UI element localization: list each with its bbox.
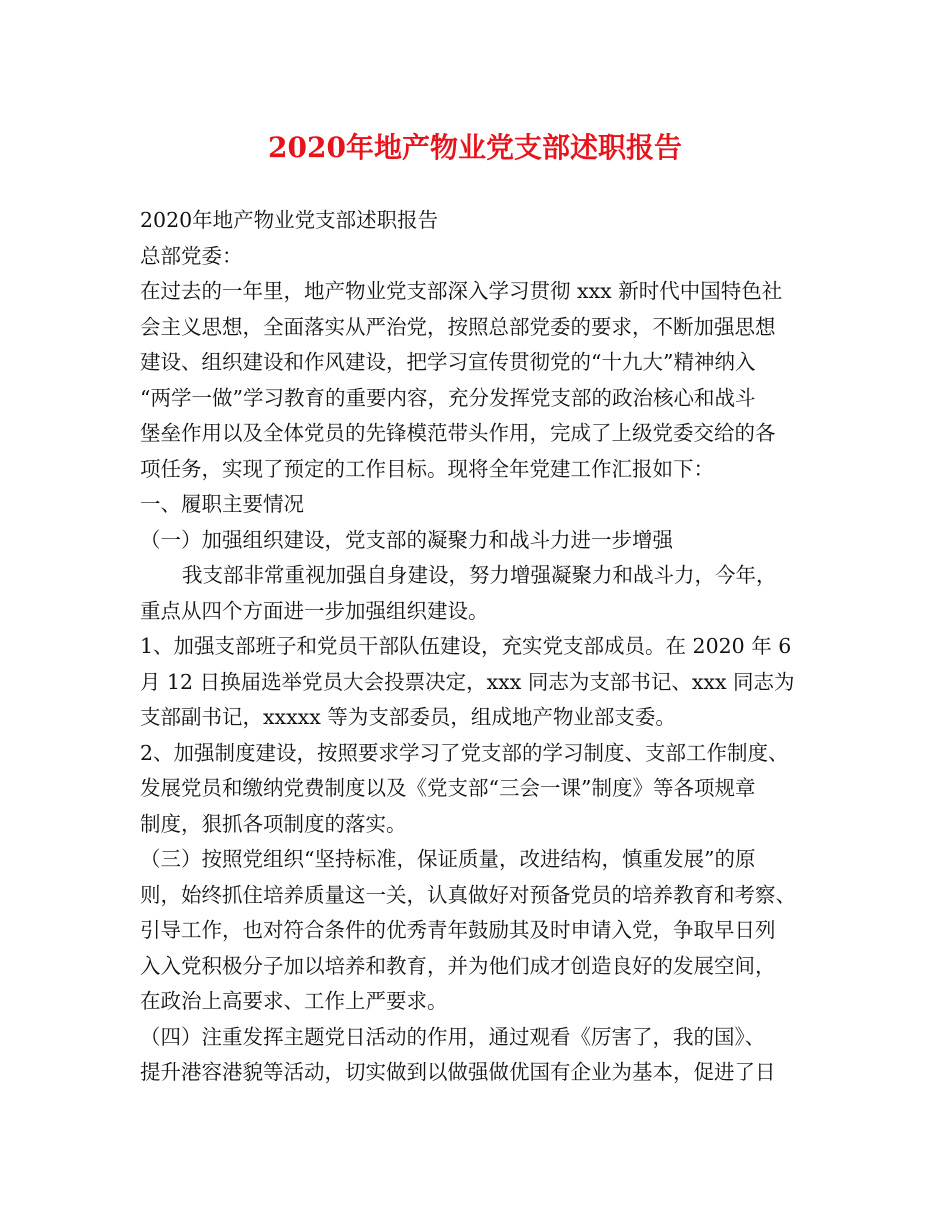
body-line: 在政治上高要求、工作上严要求。 [140, 989, 448, 1013]
body-line: 重点从四个方面进一步加强组织建设。 [140, 598, 489, 623]
subsection-heading: （四）注重发挥主题党日活动的作用，通过观看《厉害了，我的国》、 [140, 1024, 766, 1049]
body-line: 项任务，实现了预定的工作目标。现将全年党建工作汇报如下： [140, 456, 714, 481]
section-heading: 一、履职主要情况 [140, 492, 304, 516]
body-line: 1、加强支部班子和党员干部队伍建设，充实党支部成员。在 2020 年 6 [140, 634, 792, 658]
document-title: 2020年地产物业党支部述职报告 [268, 131, 682, 164]
subsection-heading: （一）加强组织建设，党支部的凝聚力和战斗力进一步增强 [140, 527, 673, 552]
body-line: 2020年地产物业党支部述职报告 [140, 208, 439, 232]
body-line: 总部党委： [140, 243, 243, 268]
document-body [140, 203, 830, 1091]
body-line: 引导工作，也对符合条件的优秀青年鼓励其及时申请入党，争取早日列 [140, 918, 776, 942]
body-line: 月 12 日换届选举党员大会投票决定，xxx 同志为支部书记、xxx 同志为 [140, 669, 795, 694]
body-line: 在过去的一年里，地产物业党支部深入学习贯彻 xxx 新时代中国特色社 [140, 279, 783, 303]
body-line: 制度，狠抓各项制度的落实。 [140, 811, 407, 836]
body-line: 我支部非常重视加强自身建设，努力增强凝聚力和战斗力，今年， [182, 563, 777, 587]
body-line: 堡垒作用以及全体党员的先锋模范带头作用，完成了上级党委交给的各 [140, 421, 776, 445]
body-line: 则，始终抓住培养质量这一关，认真做好对预备党员的培养教育和考察、 [140, 882, 796, 907]
body-line: 会主义思想，全面落实从严治党，按照总部党委的要求，不断加强思想 [140, 314, 776, 339]
body-line: “两学一做”学习教育的重要内容，充分发挥党支部的政治核心和战斗 [140, 385, 756, 410]
body-line: 入入党积极分子加以培养和教育，并为他们成才创造良好的发展空间， [140, 953, 776, 978]
body-line: 支部副书记，xxxxx 等为支部委员，组成地产物业部支委。 [140, 705, 676, 729]
body-line: 提升港容港貌等活动，切实做到以做强做优国有企业为基本，促进了日 [140, 1060, 776, 1084]
body-line: 2、加强制度建设，按照要求学习了党支部的学习制度、支部工作制度、 [140, 740, 789, 765]
body-line: 发展党员和缴纳党费制度以及《党支部“三会一课”制度》等各项规章 [140, 776, 756, 800]
body-line: 建设、组织建设和作风建设，把学习宣传贯彻党的“十九大”精神纳入 [140, 350, 756, 374]
subsection-heading: （三）按照党组织“坚持标准，保证质量，改进结构，慎重发展”的原 [140, 847, 756, 871]
